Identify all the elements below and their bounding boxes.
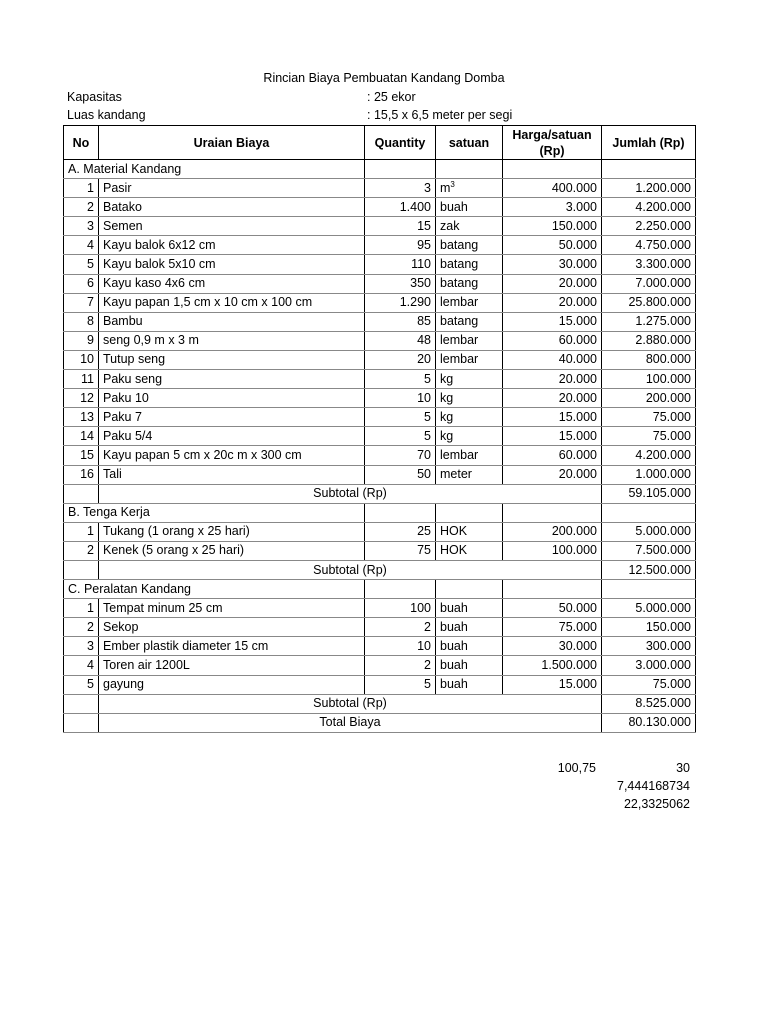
row-no: 1 — [64, 179, 99, 198]
table-row — [64, 236, 696, 255]
row-no: 6 — [64, 274, 99, 293]
empty-cell — [503, 160, 602, 179]
total-value: 80.130.000 — [602, 713, 696, 732]
row-jumlah: 1.000.000 — [602, 465, 696, 484]
row-harga: 400.000 — [503, 179, 602, 198]
row-uraian: Pasir — [99, 179, 365, 198]
row-uraian: Bambu — [99, 312, 365, 331]
row-quantity: 100 — [365, 599, 436, 618]
table-row — [64, 255, 696, 274]
section-header-row — [64, 580, 696, 599]
row-jumlah: 1.275.000 — [602, 312, 696, 331]
row-jumlah: 4.200.000 — [602, 198, 696, 217]
subtotal-label: Subtotal (Rp) — [99, 484, 602, 503]
row-no: 3 — [64, 637, 99, 656]
row-jumlah: 7.500.000 — [602, 541, 696, 560]
empty-cell — [602, 503, 696, 522]
empty-cell — [503, 580, 602, 599]
row-satuan: batang — [436, 255, 503, 274]
subtotal-label: Subtotal (Rp) — [99, 694, 602, 713]
row-uraian: Tukang (1 orang x 25 hari) — [99, 522, 365, 541]
row-jumlah: 25.800.000 — [602, 293, 696, 312]
total-label: Total Biaya — [99, 713, 602, 732]
table-row — [64, 675, 696, 694]
row-jumlah: 3.300.000 — [602, 255, 696, 274]
row-jumlah: 5.000.000 — [602, 599, 696, 618]
header-harga: Harga/satuan (Rp) — [503, 126, 602, 160]
empty-cell — [602, 160, 696, 179]
row-no: 2 — [64, 198, 99, 217]
row-satuan: lembar — [436, 293, 503, 312]
row-satuan: buah — [436, 618, 503, 637]
row-no: 16 — [64, 465, 99, 484]
row-uraian: gayung — [99, 675, 365, 694]
table-row — [64, 541, 696, 560]
row-harga: 30.000 — [503, 637, 602, 656]
row-jumlah: 4.750.000 — [602, 236, 696, 255]
row-jumlah: 2.880.000 — [602, 331, 696, 350]
section-name: C. Peralatan Kandang — [64, 580, 365, 599]
row-harga: 15.000 — [503, 408, 602, 427]
row-quantity: 5 — [365, 675, 436, 694]
row-quantity: 350 — [365, 274, 436, 293]
row-uraian: Kenek (5 orang x 25 hari) — [99, 541, 365, 560]
row-harga: 60.000 — [503, 446, 602, 465]
table-row — [64, 331, 696, 350]
row-satuan: lembar — [436, 331, 503, 350]
row-no: 11 — [64, 370, 99, 389]
row-uraian: Kayu papan 1,5 cm x 10 cm x 100 cm — [99, 293, 365, 312]
table-row — [64, 618, 696, 637]
row-no: 4 — [64, 656, 99, 675]
empty-cell — [436, 580, 503, 599]
header-uraian: Uraian Biaya — [99, 126, 365, 160]
row-satuan: HOK — [436, 541, 503, 560]
row-uraian: Tutup seng — [99, 350, 365, 369]
row-jumlah: 150.000 — [602, 618, 696, 637]
info-value-luas: : 15,5 x 6,5 meter per segi — [367, 108, 513, 122]
header-no: No — [64, 126, 99, 160]
row-no: 5 — [64, 255, 99, 274]
row-no: 3 — [64, 217, 99, 236]
table-row — [64, 274, 696, 293]
row-quantity: 50 — [365, 465, 436, 484]
note-value-b: 30 — [676, 761, 690, 775]
subtotal-row — [64, 560, 696, 579]
row-harga: 20.000 — [503, 389, 602, 408]
row-satuan: batang — [436, 312, 503, 331]
row-harga: 75.000 — [503, 618, 602, 637]
table-row — [64, 389, 696, 408]
row-jumlah: 200.000 — [602, 389, 696, 408]
page-title: Rincian Biaya Pembuatan Kandang Domba — [263, 71, 505, 85]
row-quantity: 95 — [365, 236, 436, 255]
row-uraian: Toren air 1200L — [99, 656, 365, 675]
row-harga: 150.000 — [503, 217, 602, 236]
row-jumlah: 3.000.000 — [602, 656, 696, 675]
row-no: 8 — [64, 312, 99, 331]
row-harga: 15.000 — [503, 427, 602, 446]
row-no: 9 — [64, 331, 99, 350]
row-no: 13 — [64, 408, 99, 427]
row-quantity: 2 — [365, 656, 436, 675]
row-satuan: kg — [436, 370, 503, 389]
row-harga: 20.000 — [503, 274, 602, 293]
table-row — [64, 599, 696, 618]
empty-cell — [64, 713, 99, 732]
row-jumlah: 2.250.000 — [602, 217, 696, 236]
total-row — [64, 713, 696, 732]
row-quantity: 15 — [365, 217, 436, 236]
row-satuan: HOK — [436, 522, 503, 541]
section-header-row — [64, 503, 696, 522]
empty-cell — [436, 160, 503, 179]
row-no: 5 — [64, 675, 99, 694]
note-value-d: 22,3325062 — [623, 797, 690, 811]
subtotal-value: 12.500.000 — [602, 560, 696, 579]
row-uraian: Paku 10 — [99, 389, 365, 408]
row-quantity: 2 — [365, 618, 436, 637]
subtotal-label: Subtotal (Rp) — [99, 560, 602, 579]
row-quantity: 85 — [365, 312, 436, 331]
row-satuan: kg — [436, 427, 503, 446]
row-satuan: batang — [436, 236, 503, 255]
table-row — [64, 465, 696, 484]
section-name: A. Material Kandang — [64, 160, 365, 179]
row-harga: 20.000 — [503, 370, 602, 389]
row-harga: 20.000 — [503, 293, 602, 312]
row-harga: 15.000 — [503, 675, 602, 694]
row-uraian: Ember plastik diameter 15 cm — [99, 637, 365, 656]
table-row — [64, 350, 696, 369]
row-uraian: Kayu balok 5x10 cm — [99, 255, 365, 274]
row-jumlah: 1.200.000 — [602, 179, 696, 198]
table-row — [64, 522, 696, 541]
row-uraian: Paku 5/4 — [99, 427, 365, 446]
row-quantity: 70 — [365, 446, 436, 465]
row-quantity: 20 — [365, 350, 436, 369]
table-row — [64, 312, 696, 331]
info-label-kapasitas: Kapasitas — [67, 90, 122, 104]
row-quantity: 1.290 — [365, 293, 436, 312]
row-harga: 30.000 — [503, 255, 602, 274]
section-header-row — [64, 160, 696, 179]
row-uraian: Paku seng — [99, 370, 365, 389]
header-satuan: satuan — [436, 126, 503, 160]
row-uraian: Paku 7 — [99, 408, 365, 427]
empty-cell — [365, 503, 436, 522]
empty-cell — [64, 694, 99, 713]
cost-table — [63, 125, 696, 733]
empty-cell — [365, 580, 436, 599]
row-satuan: $m^3$ — [436, 179, 503, 198]
row-harga: 100.000 — [503, 541, 602, 560]
row-jumlah: 800.000 — [602, 350, 696, 369]
row-harga: 20.000 — [503, 465, 602, 484]
info-value-kapasitas: : 25 ekor — [367, 90, 416, 104]
table-row — [64, 408, 696, 427]
row-uraian: seng 0,9 m x 3 m — [99, 331, 365, 350]
subtotal-row — [64, 694, 696, 713]
table-row — [64, 656, 696, 675]
row-harga: 1.500.000 — [503, 656, 602, 675]
table-row — [64, 637, 696, 656]
row-harga: 15.000 — [503, 312, 602, 331]
row-uraian: Kayu balok 6x12 cm — [99, 236, 365, 255]
row-satuan: zak — [436, 217, 503, 236]
row-harga: 40.000 — [503, 350, 602, 369]
table-header-row — [64, 126, 696, 160]
row-satuan: buah — [436, 675, 503, 694]
row-quantity: 25 — [365, 522, 436, 541]
section-name: B. Tenga Kerja — [64, 503, 365, 522]
row-uraian: Batako — [99, 198, 365, 217]
table-row — [64, 370, 696, 389]
empty-cell — [602, 580, 696, 599]
row-no: 4 — [64, 236, 99, 255]
row-satuan: lembar — [436, 350, 503, 369]
row-satuan: buah — [436, 198, 503, 217]
row-no: 14 — [64, 427, 99, 446]
empty-cell — [503, 503, 602, 522]
subtotal-value: 59.105.000 — [602, 484, 696, 503]
row-no: 1 — [64, 522, 99, 541]
empty-cell — [64, 560, 99, 579]
row-harga: 60.000 — [503, 331, 602, 350]
row-jumlah: 75.000 — [602, 675, 696, 694]
row-no: 1 — [64, 599, 99, 618]
row-no: 7 — [64, 293, 99, 312]
row-harga: 50.000 — [503, 236, 602, 255]
row-harga: 50.000 — [503, 599, 602, 618]
row-no: 10 — [64, 350, 99, 369]
row-quantity: 75 — [365, 541, 436, 560]
table-row — [64, 293, 696, 312]
row-quantity: 3 — [365, 179, 436, 198]
row-no: 12 — [64, 389, 99, 408]
row-uraian: Tali — [99, 465, 365, 484]
row-no: 2 — [64, 618, 99, 637]
row-satuan: buah — [436, 599, 503, 618]
subtotal-row — [64, 484, 696, 503]
row-quantity: 5 — [365, 408, 436, 427]
row-jumlah: 4.200.000 — [602, 446, 696, 465]
row-uraian: Kayu papan 5 cm x 20c m x 300 cm — [99, 446, 365, 465]
row-no: 2 — [64, 541, 99, 560]
row-quantity: 10 — [365, 637, 436, 656]
row-quantity: 1.400 — [365, 198, 436, 217]
row-quantity: 5 — [365, 370, 436, 389]
row-quantity: 5 — [365, 427, 436, 446]
row-harga: 200.000 — [503, 522, 602, 541]
row-jumlah: 300.000 — [602, 637, 696, 656]
row-jumlah: 75.000 — [602, 427, 696, 446]
row-quantity: 48 — [365, 331, 436, 350]
table-row — [64, 427, 696, 446]
row-uraian: Sekop — [99, 618, 365, 637]
row-satuan: buah — [436, 637, 503, 656]
row-no: 15 — [64, 446, 99, 465]
row-jumlah: 5.000.000 — [602, 522, 696, 541]
row-satuan: lembar — [436, 446, 503, 465]
row-quantity: 110 — [365, 255, 436, 274]
table-row — [64, 446, 696, 465]
row-jumlah: 100.000 — [602, 370, 696, 389]
row-quantity: 10 — [365, 389, 436, 408]
note-value-c: 7,444168734 — [617, 779, 690, 793]
row-harga: 3.000 — [503, 198, 602, 217]
row-uraian: Kayu kaso 4x6 cm — [99, 274, 365, 293]
header-quantity: Quantity — [365, 126, 436, 160]
row-jumlah: 7.000.000 — [602, 274, 696, 293]
empty-cell — [64, 484, 99, 503]
info-label-luas: Luas kandang — [67, 108, 146, 122]
table-row — [64, 217, 696, 236]
subtotal-value: 8.525.000 — [602, 694, 696, 713]
row-uraian: Semen — [99, 217, 365, 236]
row-satuan: buah — [436, 656, 503, 675]
note-value-a: 100,75 — [557, 761, 596, 775]
empty-cell — [436, 503, 503, 522]
row-jumlah: 75.000 — [602, 408, 696, 427]
table-row — [64, 198, 696, 217]
table-row — [64, 179, 696, 198]
row-satuan: meter — [436, 465, 503, 484]
header-jumlah: Jumlah (Rp) — [602, 126, 696, 160]
row-uraian: Tempat minum 25 cm — [99, 599, 365, 618]
row-satuan: batang — [436, 274, 503, 293]
row-satuan: kg — [436, 408, 503, 427]
row-satuan: kg — [436, 389, 503, 408]
empty-cell — [365, 160, 436, 179]
